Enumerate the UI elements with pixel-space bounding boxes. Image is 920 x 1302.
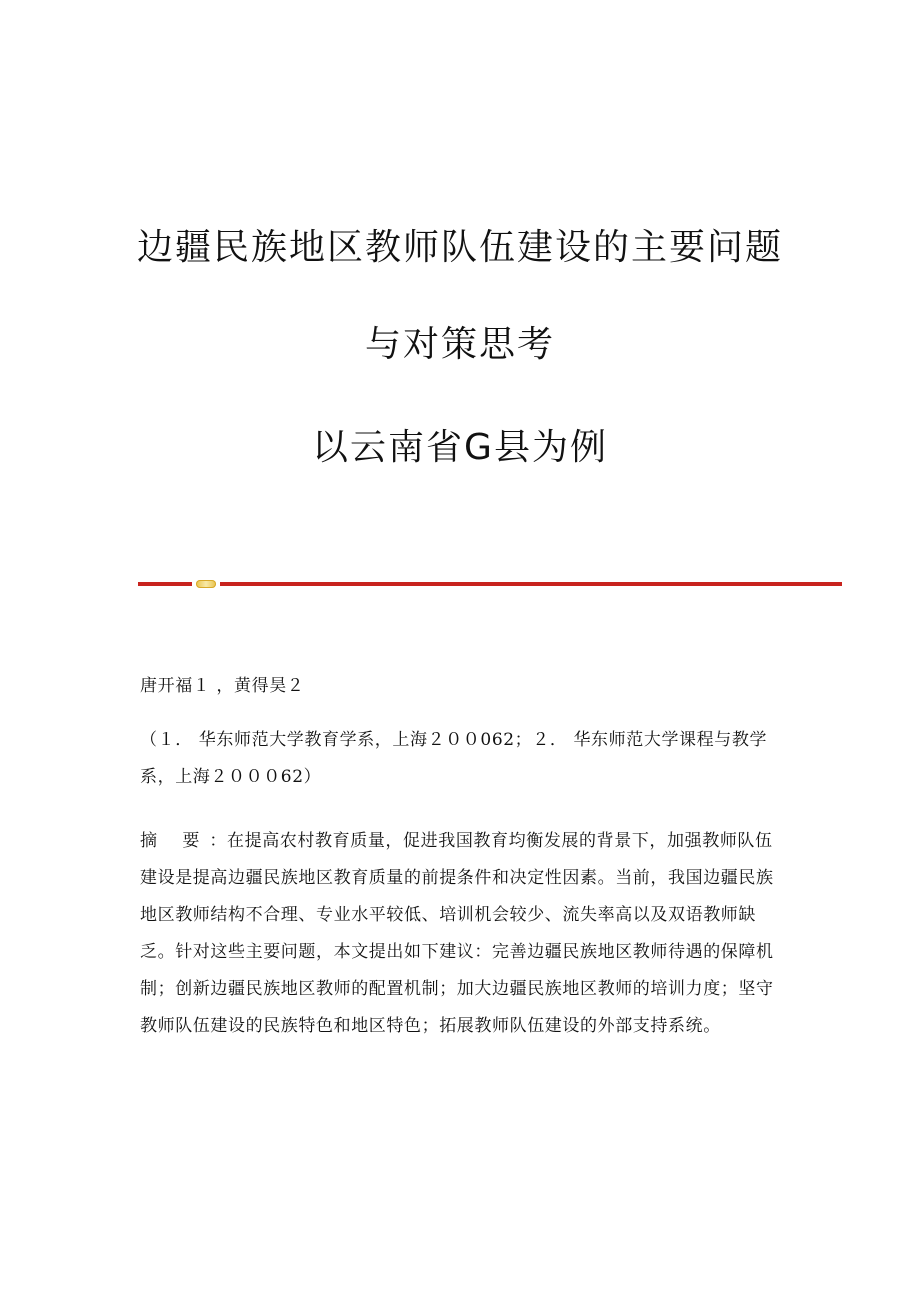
- title-line-2: 与对策思考: [364, 324, 555, 365]
- divider-bar-right: [220, 582, 842, 586]
- abstract-label: 摘 要: [140, 831, 210, 851]
- divider-ornament-icon: [196, 580, 216, 588]
- title-divider: [138, 580, 842, 588]
- subtitle: 以云南省G县为例: [312, 427, 608, 468]
- title-line-1: 边疆民族地区教师队伍建设的主要问题: [136, 227, 783, 268]
- authors: 唐开福１ ，黄得昊２: [140, 676, 305, 696]
- affiliations: （１． 华东师范大学教育学系，上海２００062；２． 华东师范大学课程与教学系，上海２０００62）: [140, 730, 768, 787]
- abstract-text: 在提高农村教育质量，促进我国教育均衡发展的背景下，加强教师队伍建设是提高边疆民族地区教育质量的前提条件和决定性因素。当前，我国边疆民族地区教师结构不合理、专业水平较低、培训机会较少、流失率高以及双语教师缺乏。针对这些主要问题，本文提出如下建议：完善边疆民族地区教师待遇的保障机制；创新边疆民族地区教师的配置机制；加大边疆民族地区教师的培训力度；坚守教师队伍建设的民族特色和地区特色；拓展教师队伍建设的外部支持系统。: [140, 831, 774, 1036]
- abstract: [140, 823, 780, 1045]
- divider-bar-left: [138, 582, 192, 586]
- abstract-colon: ：: [209, 831, 228, 851]
